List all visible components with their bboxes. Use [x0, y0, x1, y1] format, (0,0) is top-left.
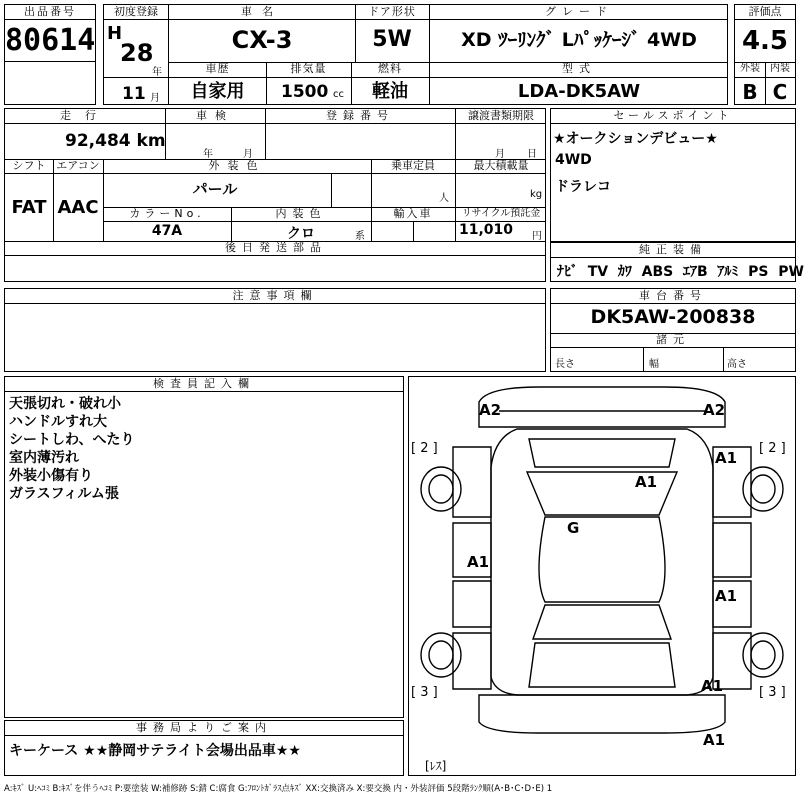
mark-a2-right: A2: [703, 401, 726, 419]
car-outline: [409, 377, 795, 775]
exterior-label: 外装: [740, 63, 760, 74]
plate-label: 登録番号: [326, 109, 394, 122]
recycle-label: リサイクル預託金: [461, 208, 541, 219]
shift-label: シフト: [12, 159, 46, 172]
registration-month-unit: 月: [150, 93, 160, 104]
sales-points-label: セールスポイント: [613, 109, 733, 122]
mark-a2-left: A2: [479, 401, 502, 419]
capacity-unit: 人: [439, 193, 449, 204]
door-label: ドア形状: [368, 5, 416, 18]
mileage-label: 走行: [60, 109, 110, 122]
recycle-amount: 11,010: [459, 222, 514, 238]
chassis-number: DK5AW-200838: [590, 306, 756, 328]
registration-cell: [103, 4, 169, 105]
score-cell: [734, 4, 796, 105]
mileage: 92,484 km: [65, 131, 166, 151]
registration-label: 初度登録: [104, 5, 168, 20]
top-table: [168, 4, 728, 105]
office-box: [4, 720, 404, 776]
equip-airbag: ｴｱB: [682, 264, 708, 280]
displacement: 1500: [281, 82, 329, 102]
mark-a1-right-door: A1: [715, 587, 738, 605]
inspection-label: 車検: [196, 109, 234, 122]
bracket-top-left: [ 2 ]: [411, 441, 438, 456]
capacity-label: 乗車定員: [391, 159, 435, 172]
lot-extra-cell: [4, 61, 96, 105]
transfer-label: 譲渡書類期限: [468, 109, 534, 122]
lot-label: 出品番号: [5, 5, 95, 20]
inspector-label: 検査員記入欄: [153, 377, 255, 390]
damage-diagram: [408, 376, 796, 776]
score: 4.5: [741, 26, 789, 56]
interior-label: 内装: [770, 63, 790, 74]
ext-color-label: 外装色: [208, 159, 266, 172]
inspector-note: ガラスフィルム張: [9, 486, 119, 502]
car-name-label: 車名: [241, 5, 283, 18]
inspector-box: [4, 376, 404, 718]
history: 自家用: [190, 81, 245, 102]
lot-number: 80614: [5, 23, 96, 58]
equipment-box: [550, 242, 804, 282]
height-label: 高さ: [727, 359, 747, 370]
color-no-label: カラーNo.: [129, 207, 205, 220]
displacement-unit: cc: [333, 89, 344, 100]
sales-point-2: 4WD: [555, 152, 592, 168]
history-label: 車歴: [205, 62, 230, 75]
mark-a1-front-right: A1: [715, 449, 738, 467]
shift: FAT: [11, 197, 47, 218]
sales-points-box: [550, 108, 796, 242]
int-color-unit: 系: [355, 231, 365, 242]
registration-month: 11: [122, 84, 146, 104]
office-note: キーケース ★★静岡サテライト会場出品車★★: [9, 743, 301, 759]
length-label: 長さ: [555, 359, 575, 370]
width-label: 幅: [649, 359, 659, 370]
load-unit: kg: [530, 189, 543, 200]
specs-label: 諸元: [656, 333, 690, 346]
inspection-year-unit: 年: [203, 149, 213, 160]
grade: XD ﾂｰﾘﾝｸﾞ Lﾊﾟｯｹｰｼﾞ 4WD: [461, 29, 697, 51]
vehicle-info-table: [4, 108, 546, 282]
inspector-note: 外装小傷有り: [9, 468, 93, 484]
registration-year-unit: 年: [152, 67, 162, 78]
recycle-unit: 円: [532, 231, 542, 242]
inspection-month-unit: 月: [243, 149, 253, 160]
equip-tv: TV: [587, 264, 609, 280]
ac: AAC: [57, 197, 99, 218]
header-block: [4, 4, 796, 104]
color-no: 47A: [151, 223, 183, 239]
mark-a1-rear-right: A1: [701, 677, 724, 695]
ac-label: エアコン: [56, 159, 100, 172]
notes-box: [4, 288, 546, 372]
bracket-top-right: [ 2 ]: [759, 441, 786, 456]
load-label: 最大積載量: [473, 159, 529, 172]
registration-era: H: [107, 23, 123, 44]
model-code: LDA-DK5AW: [517, 81, 641, 102]
sales-point-3: ドラレコ: [555, 179, 611, 195]
inspector-note: ハンドルすれ大: [9, 414, 107, 430]
chassis-box: [550, 288, 796, 372]
import-label: 輸入車: [393, 207, 433, 220]
equip-ps: PS: [748, 264, 769, 280]
int-color: クロ: [287, 226, 315, 242]
inspector-note: 天張切れ・破れ小: [9, 396, 121, 412]
transfer-month-unit: 月: [495, 149, 505, 160]
transfer-day-unit: 日: [527, 149, 537, 160]
sales-point-1: ★オークションデビュー★: [553, 131, 718, 147]
bracket-bottom-right: [ 3 ]: [759, 685, 786, 700]
inspector-notes: [9, 395, 134, 503]
interior-grade: C: [772, 80, 788, 104]
equip-alloy: ｱﾙﾐ: [717, 264, 739, 280]
equip-pw: PW: [778, 264, 804, 280]
lot-cell: [4, 4, 96, 62]
displacement-label: 排気量: [290, 62, 327, 75]
mark-a1-bottom: A1: [703, 731, 726, 749]
chassis-label: 車台番号: [639, 289, 707, 302]
bracket-bottom-left: [ 3 ]: [411, 685, 438, 700]
later-parts-label: 後日発送部品: [225, 241, 327, 254]
model-label: 型式: [562, 62, 596, 75]
score-label: 評価点: [748, 5, 782, 18]
fuel: 軽油: [372, 81, 408, 102]
bracket-bottom: [ﾚｽ]: [425, 759, 447, 773]
int-color-label: 内装色: [275, 207, 327, 220]
mark-a1-left-door: A1: [467, 553, 490, 571]
equip-leather: ｶﾜ: [617, 264, 632, 280]
mark-a1-hood: A1: [635, 473, 658, 491]
grade-label: グレード: [545, 5, 613, 18]
registration-year: 28: [120, 39, 154, 67]
equip-abs: ABS: [641, 264, 674, 280]
car-name: CX-3: [231, 26, 293, 54]
mark-g-windshield: G: [567, 519, 580, 537]
equipment-label: 純正装備: [639, 243, 707, 256]
fuel-label: 燃料: [378, 62, 402, 75]
inspector-note: シートしわ、へたり: [9, 432, 135, 448]
ext-color: パール: [192, 180, 238, 198]
inspector-note: 室内薄汚れ: [9, 450, 79, 466]
legend: A:ｷｽﾞ U:ﾍｺﾐ B:ｷｽﾞを伴うﾍｺﾐ P:要塗装 W:補修跡 S:錆 C:腐食 G:ﾌﾛﾝﾄｶﾞﾗｽ点ｷｽﾞ XX:交換済み X:要交換 内・外装評価 5段階ﾗﾝｸ順(A･B･C･D･E) 1: [4, 784, 553, 794]
office-label: 事務局よりご案内: [136, 721, 272, 734]
door-type: 5W: [372, 27, 412, 52]
notes-label: 注意事項欄: [232, 289, 318, 302]
equip-navi: ﾅﾋﾞ: [557, 264, 578, 280]
exterior-grade: B: [742, 80, 758, 104]
equipment-list: [557, 261, 804, 281]
